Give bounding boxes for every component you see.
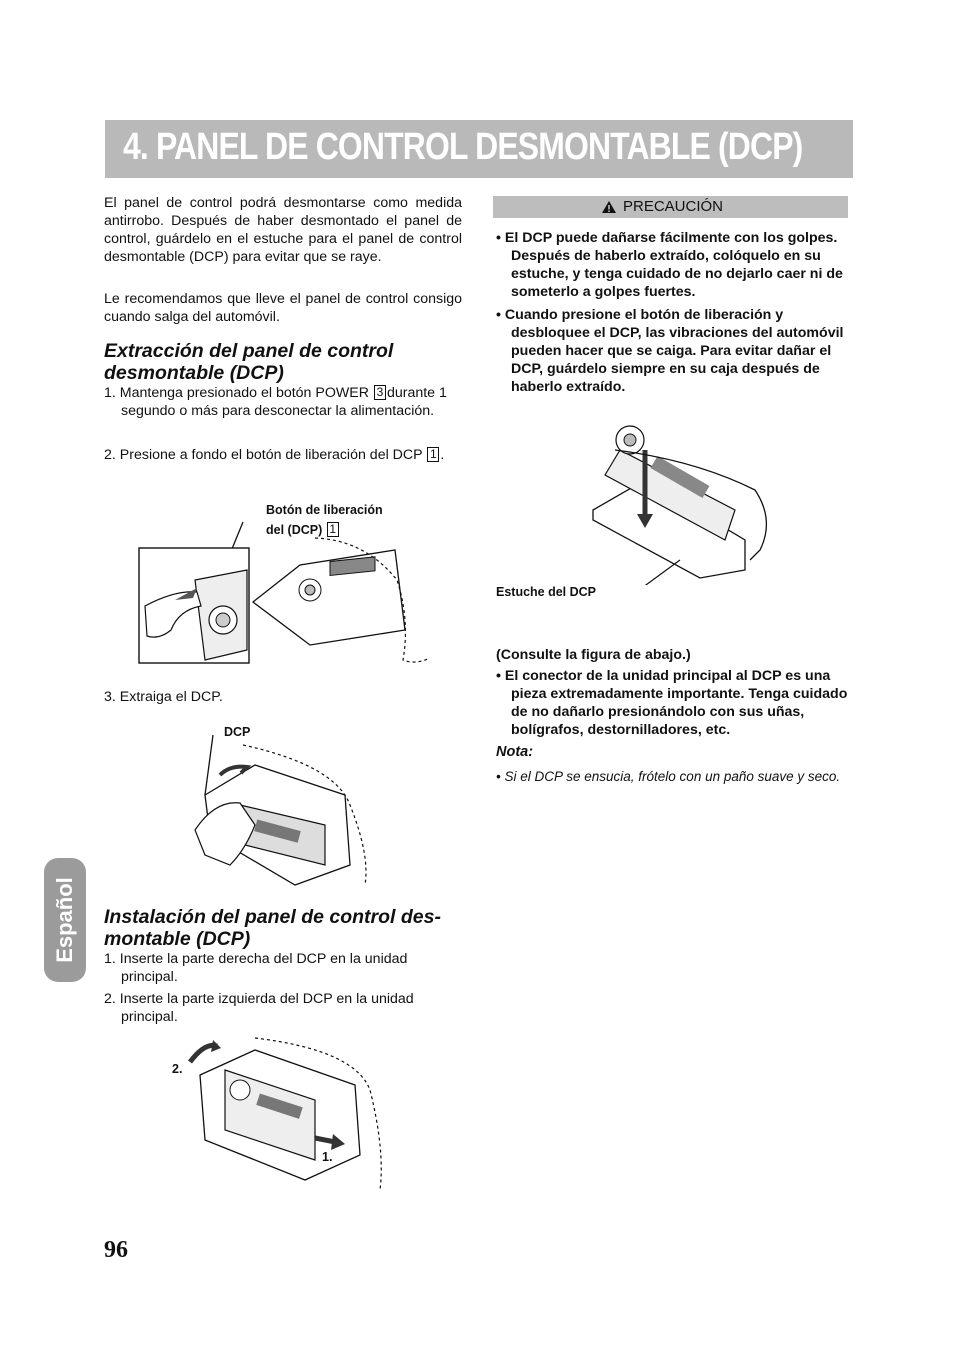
extraction-step-3: 3. Extraiga el DCP. <box>104 689 223 705</box>
install-step2-marker: 2. <box>172 1062 183 1076</box>
figure-remove-dcp <box>185 725 385 895</box>
key-number-badge: 3 <box>374 385 386 400</box>
caution-bullet-3: • El conector de la unidad principal al DCP es una pieza extremadamente importante. Tenga cuidado de no dañarlo presionándolo con sus uñas, bolígrafos, destornilladores, etc. <box>496 668 848 738</box>
warning-icon <box>601 200 617 214</box>
installation-heading-line2: montable (DCP) <box>104 928 251 950</box>
extraction-step-1 <box>104 384 462 420</box>
figure2-label: DCP <box>224 725 251 739</box>
page-title: 4. PANEL DE CONTROL DESMONTABLE (DCP) <box>123 126 803 168</box>
language-tab <box>44 858 86 982</box>
extraction-step-2 <box>104 446 462 464</box>
intro-paragraph-2: Le recomendamos que lleve el panel de control consigo cuando salga del automóvil. <box>104 291 462 325</box>
page-number: 96 <box>104 1237 128 1263</box>
see-figure-note: (Consulte la figura de abajo.) <box>496 647 691 663</box>
installation-heading-line1: Instalación del panel de control des- <box>104 906 441 928</box>
extraction-heading-line2: desmontable (DCP) <box>104 362 284 384</box>
installation-heading <box>104 906 464 950</box>
figure-release-button <box>135 510 435 670</box>
case-label: Estuche del DCP <box>496 585 597 599</box>
figure1-label-badge: 1 <box>327 522 339 537</box>
figure-dcp-case <box>585 410 785 585</box>
caution-title: PRECAUCIÓN <box>623 198 724 215</box>
caution-header <box>493 196 848 218</box>
intro-paragraph-1: El panel de control podrá desmontarse como medida antirrobo. Después de haber desmontado el panel de control, guárdelo en el estuche para el panel de control desmontable (DCP) para evitar que se raye. <box>104 195 462 265</box>
title-bar <box>105 120 853 178</box>
step-text: . <box>440 447 445 463</box>
install-step1-marker: 1. <box>322 1150 333 1164</box>
nota-title: Nota: <box>496 744 534 760</box>
installation-step-1: 1. Inserte la parte derecha del DCP en la unidad principal. <box>104 951 408 985</box>
figure1-label-line1: Botón de liberación <box>266 503 383 517</box>
step-text: 1. Mantenga presionado el botón POWER <box>104 385 373 401</box>
extraction-heading <box>104 340 464 384</box>
caution-bullet-1: • El DCP puede dañarse fácilmente con los golpes. Después de haberlo extraído, colóquelo en su estuche, y tenga cuidado de no dejarlo caer ni de someterlo a golpes fuertes. <box>496 230 843 300</box>
language-tab-label: Español <box>52 877 77 963</box>
installation-step-2: 2. Inserte la parte izquierda del DCP en la unidad principal. <box>104 991 414 1025</box>
key-number-badge: 1 <box>427 447 439 462</box>
figure1-label-line2: del (DCP) <box>266 523 323 537</box>
step-text: 2. Presione a fondo el botón de liberación del DCP <box>104 447 427 463</box>
caution-bullet-2: • Cuando presione el botón de liberación y desbloquee el DCP, las vibraciones del automóvil pueden hacer que se caiga. Para evitar dañar el DCP, guárdelo siempre en su caja después de haberlo extraído. <box>496 307 844 395</box>
extraction-heading-line1: Extracción del panel de control <box>104 340 394 362</box>
nota-item: • Si el DCP se ensucia, frótelo con un paño suave y seco. <box>496 769 841 784</box>
figure-install-dcp <box>165 1030 400 1195</box>
step-text: durante 1 segundo o más para desconectar la alimentación. <box>121 385 447 419</box>
